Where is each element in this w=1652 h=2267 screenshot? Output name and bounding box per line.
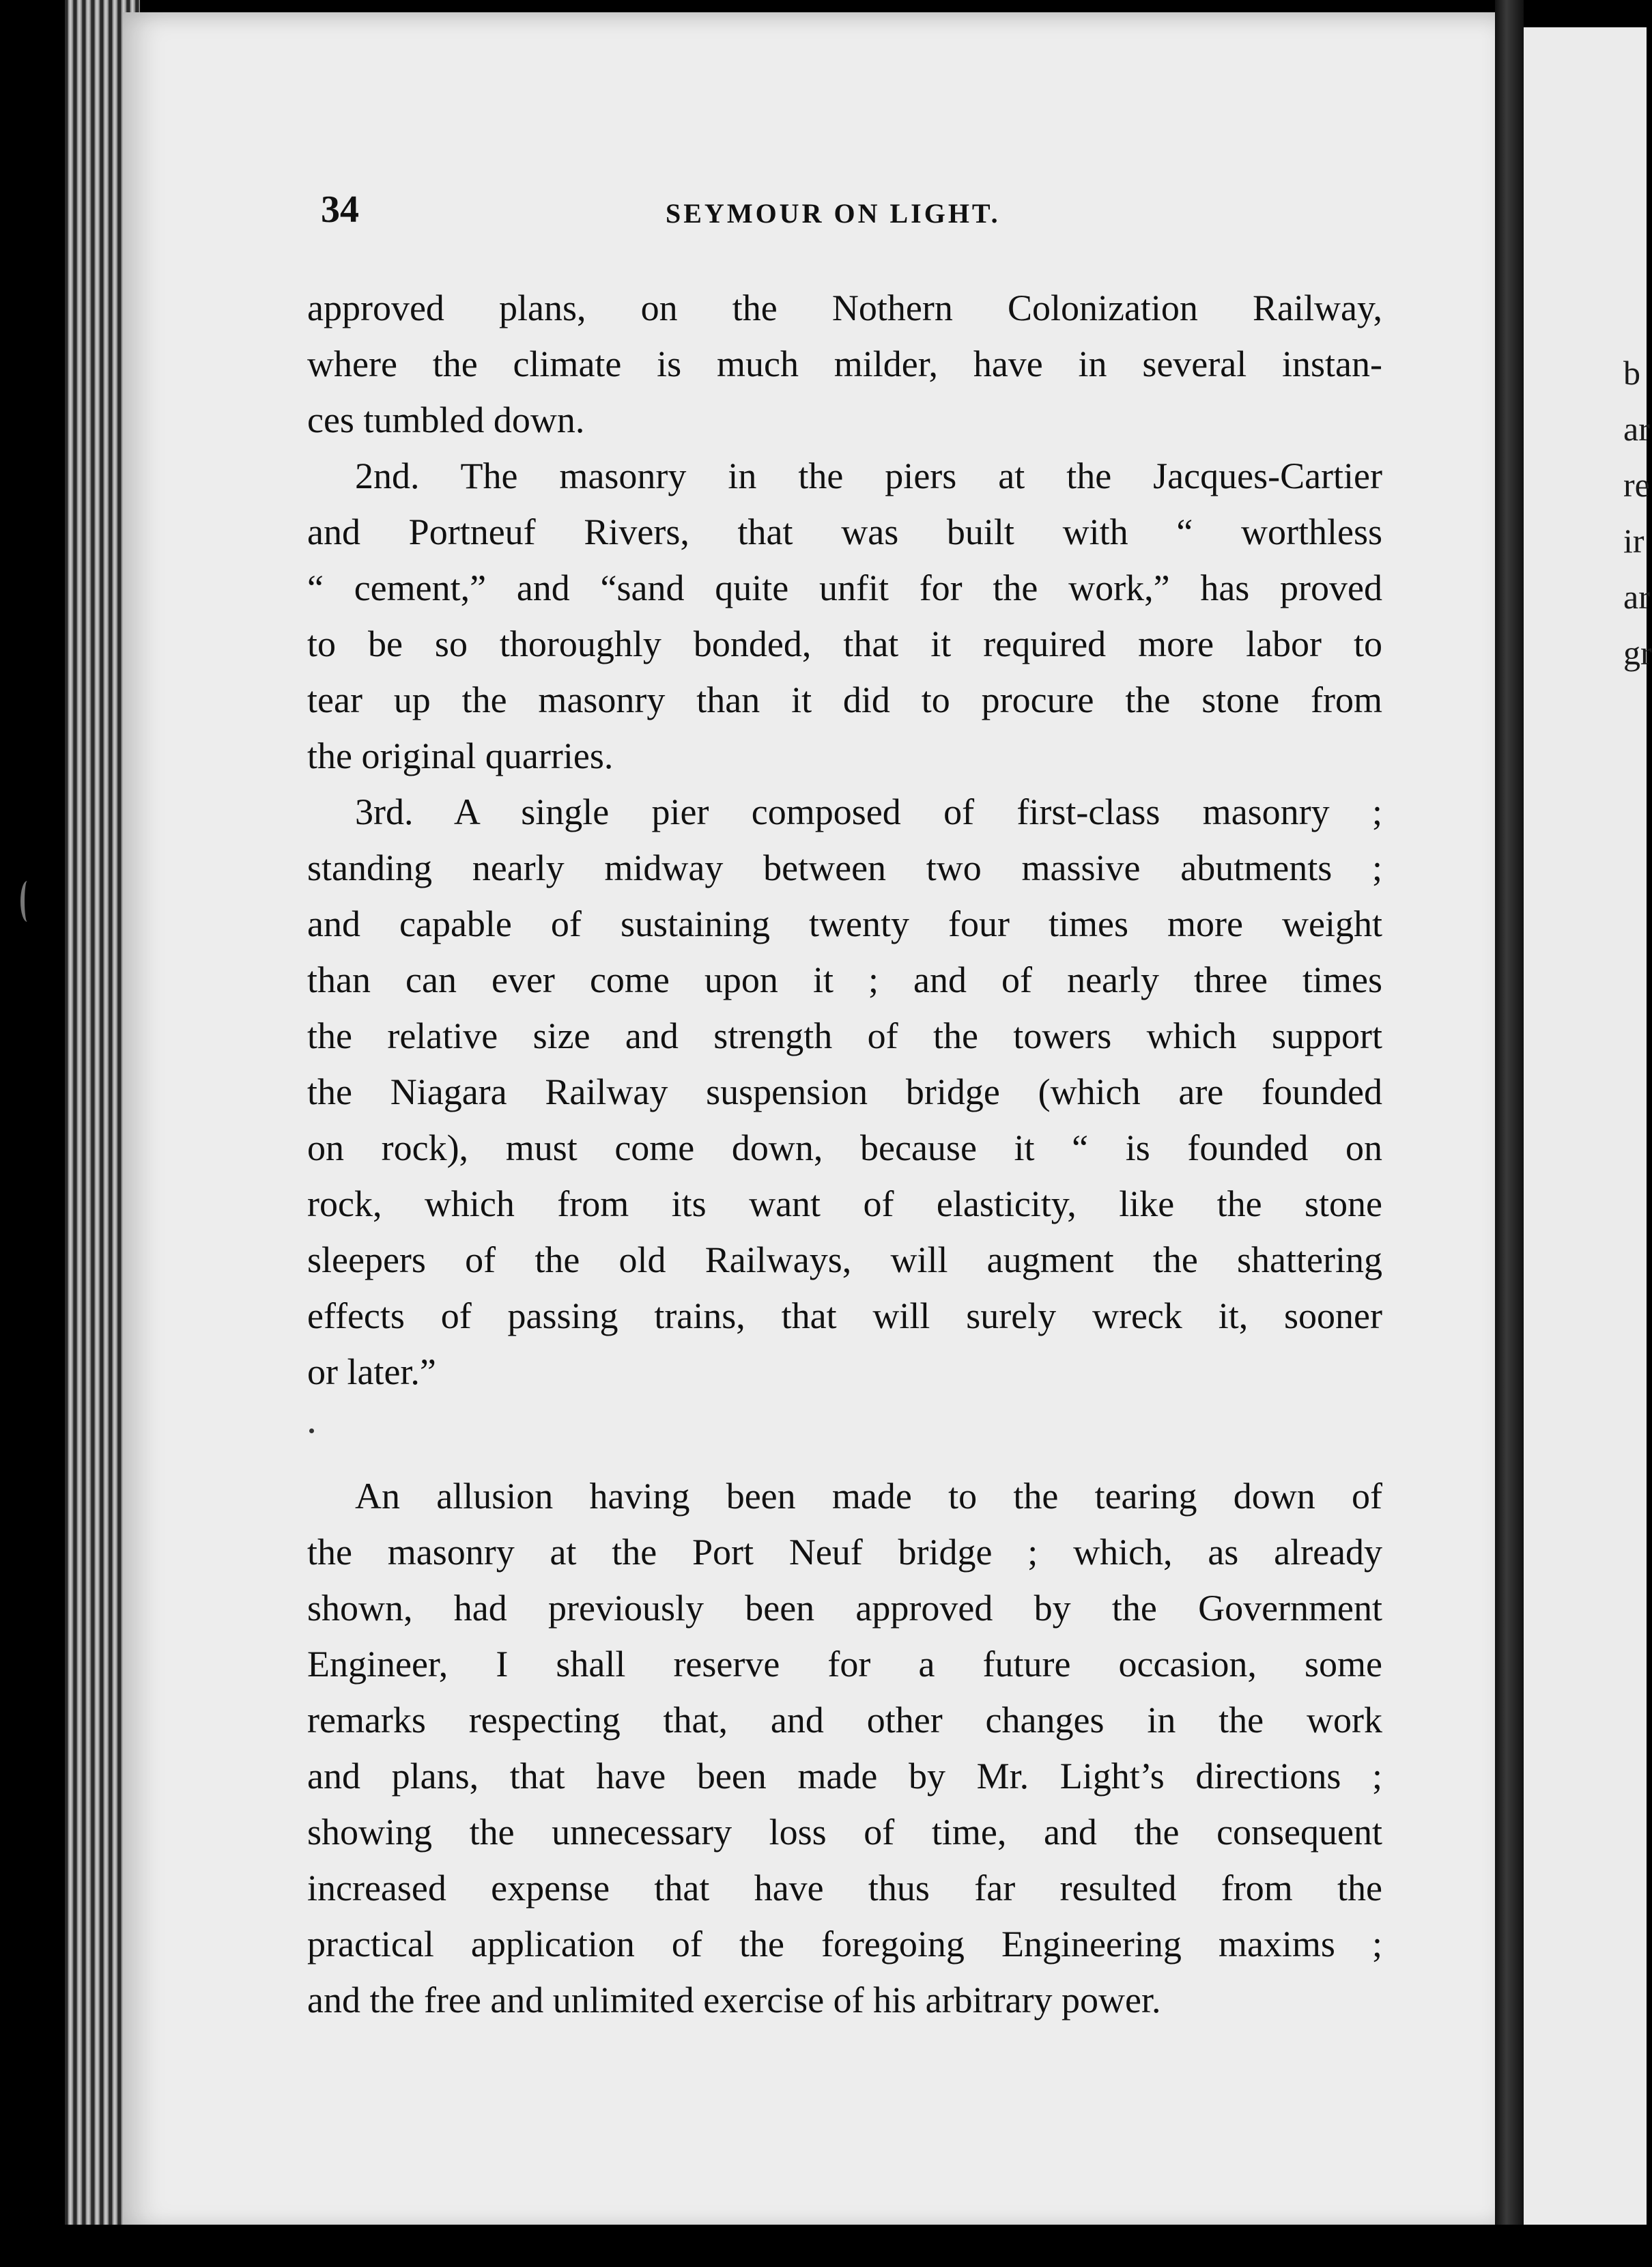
text-line: where the climate is much milder, have in several instan- [307,343,1382,384]
facing-fragment: ar [1623,410,1650,448]
text-line: 2nd. The masonry in the piers at the Jacques-Cartier [355,455,1382,496]
text-line: remarks respecting that, and other changes in the work [307,1700,1382,1741]
scan-bottom-border [0,2225,1647,2267]
text-line: standing nearly midway between two massive abutments ; [307,847,1382,888]
page-number: 34 [321,188,359,231]
text-line: the original quarries. [307,735,614,776]
facing-fragment: b [1623,354,1640,392]
facing-fragment: ir [1623,522,1644,560]
text-line: or later.” [307,1351,436,1392]
text-line: approved plans, on the Nothern Colonization Railway, [307,287,1382,328]
text-line: ces tumbled down. [307,399,585,440]
running-head: SEYMOUR ON LIGHT. [666,198,1001,229]
facing-fragment: re [1623,466,1650,504]
text-line: and capable of sustaining twenty four times more weight [307,903,1382,944]
text-line: and Portneuf Rivers, that was built with “ worthless [307,511,1382,552]
text-line: the relative size and strength of the towers which support [307,1015,1382,1056]
text-line: An allusion having been made to the tearing down of [355,1476,1382,1517]
stray-dot [309,1428,314,1433]
text-line: increased expense that have thus far resulted from the [307,1868,1382,1909]
text-line: the masonry at the Port Neuf bridge ; which, as already [307,1532,1382,1573]
edge-mark [20,881,34,922]
book-gutter [1495,0,1524,2267]
text-line: rock, which from its want of elasticity, like the stone [307,1183,1382,1224]
facing-fragment: ar [1623,578,1650,616]
page-header [0,188,1647,242]
text-line: sleepers of the old Railways, will augment the shattering [307,1239,1382,1280]
text-line: “ cement,” and “sand quite unfit for the work,” has proved [307,567,1382,608]
text-line: on rock), must come down, because it “ is founded on [307,1127,1382,1168]
text-line: effects of passing trains, that will surely wreck it, sooner [307,1295,1382,1336]
text-line: tear up the masonry than it did to procure the stone from [307,679,1382,720]
text-line: showing the unnecessary loss of time, and the consequent [307,1812,1382,1853]
body-text [307,280,1382,2028]
text-line: to be so thoroughly bonded, that it required more labor to [307,623,1382,664]
text-line: the Niagara Railway suspension bridge (which are founded [307,1071,1382,1112]
text-line: than can ever come upon it ; and of nearly three times [307,959,1382,1000]
text-line: 3rd. A single pier composed of first-class masonry ; [355,791,1382,832]
text-line: and plans, that have been made by Mr. Light’s directions ; [307,1756,1382,1797]
text-line: Engineer, I shall reserve for a future occasion, some [307,1644,1382,1685]
text-line: shown, had previously been approved by the Government [307,1588,1382,1629]
facing-page-text [1623,345,1652,681]
facing-fragment: gr [1623,634,1652,672]
text-line: practical application of the foregoing Engineering maxims ; [307,1924,1382,1965]
text-line: and the free and unlimited exercise of his arbitrary power. [307,1980,1161,2020]
